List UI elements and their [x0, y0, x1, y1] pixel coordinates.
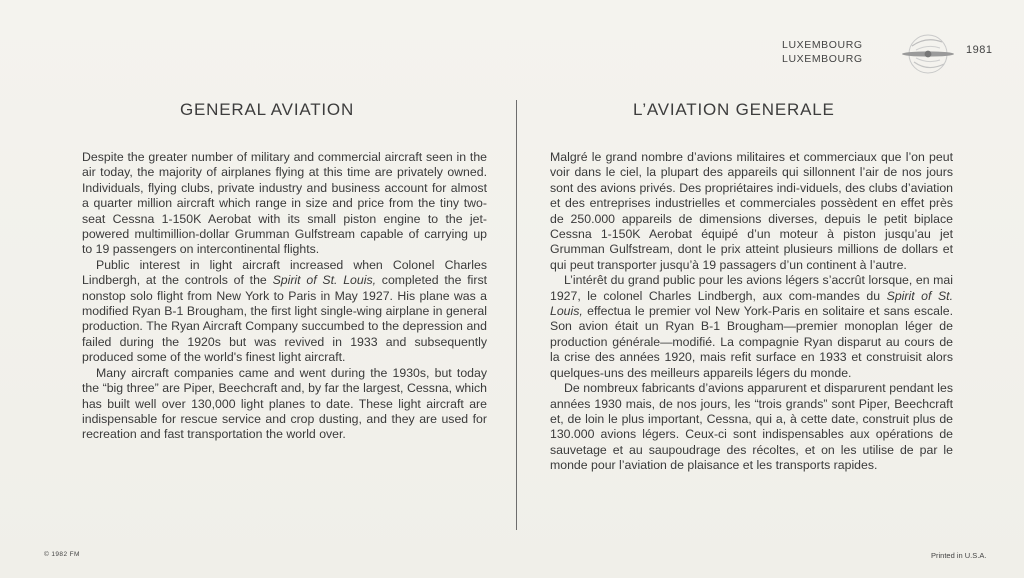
english-p2-text-a: Public interest in light aircraft increased when Colonel Charles Lindbergh, at the controls of the	[82, 257, 487, 288]
french-p2-text-a: L’intérêt du grand public pour les avions légers s’accrût lorsque, en mai 1927, le colonel Charles Lindbergh, aux com-mandes du	[550, 273, 953, 303]
french-paragraph-1: Malgré le grand nombre d’avions militaires et commerciaux que l’on peut voir dans le ciel, la plupart des appareils qui sillonnent l’air de nos jours sont des avions privés. Des propriétaires indi-viduels, des clubs d’aviation et des entreprises industrielles et commerciales possèdent en effet près de 250.000 appareils de dimensions diverses, depuis le petit biplace Cessna 1-150K Aerobat équipé d’un moteur à piston jusqu’au jet Grumman Gulfstream, dont le prix atteint plusieurs millions de dollars et qui peut transporter jusqu’à 19 passagers d’un continent à l’autre.	[550, 150, 953, 272]
french-title: L’AVIATION GENERALE	[633, 100, 835, 119]
english-p2-italic: Spirit of St. Louis,	[272, 273, 377, 288]
country-label	[782, 38, 863, 66]
copyright-note: © 1982 FM	[44, 551, 80, 558]
french-paragraph-2	[550, 273, 953, 381]
english-title: GENERAL AVIATION	[180, 100, 355, 119]
country-line-2: LUXEMBOURG	[782, 53, 863, 65]
french-column	[550, 150, 953, 474]
english-p2-text-b: completed the first nonstop solo flight from New York to Paris in May 1927. His plane was a modified Ryan B-1 Brougham, the first light single-wing airplane in general production. The Ryan Aircraft Company succumbed to the depression and failed during the 1920s but was revived in 1933 and subsequently produced some of the world's finest light aircraft.	[82, 273, 488, 365]
issue-year: 1981	[966, 44, 993, 56]
french-p2-italic: Spirit of St. Louis,	[550, 288, 953, 319]
french-paragraph-3: De nombreux fabricants d’avions apparurent et disparurent pendant les années 1930 mais, de nos jours, les “trois grands” sont Piper, Beechcraft et, de loin le plus important, Cessna, qui a, à cette date, construit plus de 130.000 avions légers. Ceux-ci sont indispensables aux opérations de sauvetage et au saupoudrage des récoltes, et on les utilise de par le monde pour l’aviation de plaisance et les transports rapides.	[550, 381, 953, 473]
english-paragraph-2	[82, 258, 487, 366]
english-paragraph-3: Many aircraft companies came and went during the 1930s, but today the “big three” are Piper, Beechcraft and, by far the largest, Cessna, which has built well over 130,000 light planes to date. These light aircraft are indispensable for rescue service and crop dusting, and they are used for recreation and fast transportation the world over.	[82, 365, 487, 442]
english-paragraph-1: Despite the greater number of military and commercial aircraft seen in the air today, the majority of airplanes flying at this time are privately owned. Individuals, flying clubs, private industry and business account for almost a quarter million aircraft which range in size and price from the tiny two-seat Cessna 1-150K Aerobat with its small piston engine to the jet-powered multimillion-dollar Grumman Gulfstream capable of carrying up to 19 passengers on intercontinental flights.	[82, 150, 487, 257]
printed-note: Printed in U.S.A.	[931, 551, 987, 560]
propeller-seal-icon	[896, 30, 956, 76]
column-divider	[516, 100, 517, 530]
country-line-1: LUXEMBOURG	[782, 39, 863, 51]
english-column	[82, 150, 487, 443]
french-p2-text-b: effectua le premier vol New York-Paris en solitaire et sans escale. Son avion était un Ryan B-1 Brougham—premier monoplan léger de production générale—modifié. La compagnie Ryan disparut au cours de la crise des années 1920, mais refit surface en 1933 et construisit alors quelques-uns des meilleurs appareils légers du monde.	[550, 304, 953, 380]
